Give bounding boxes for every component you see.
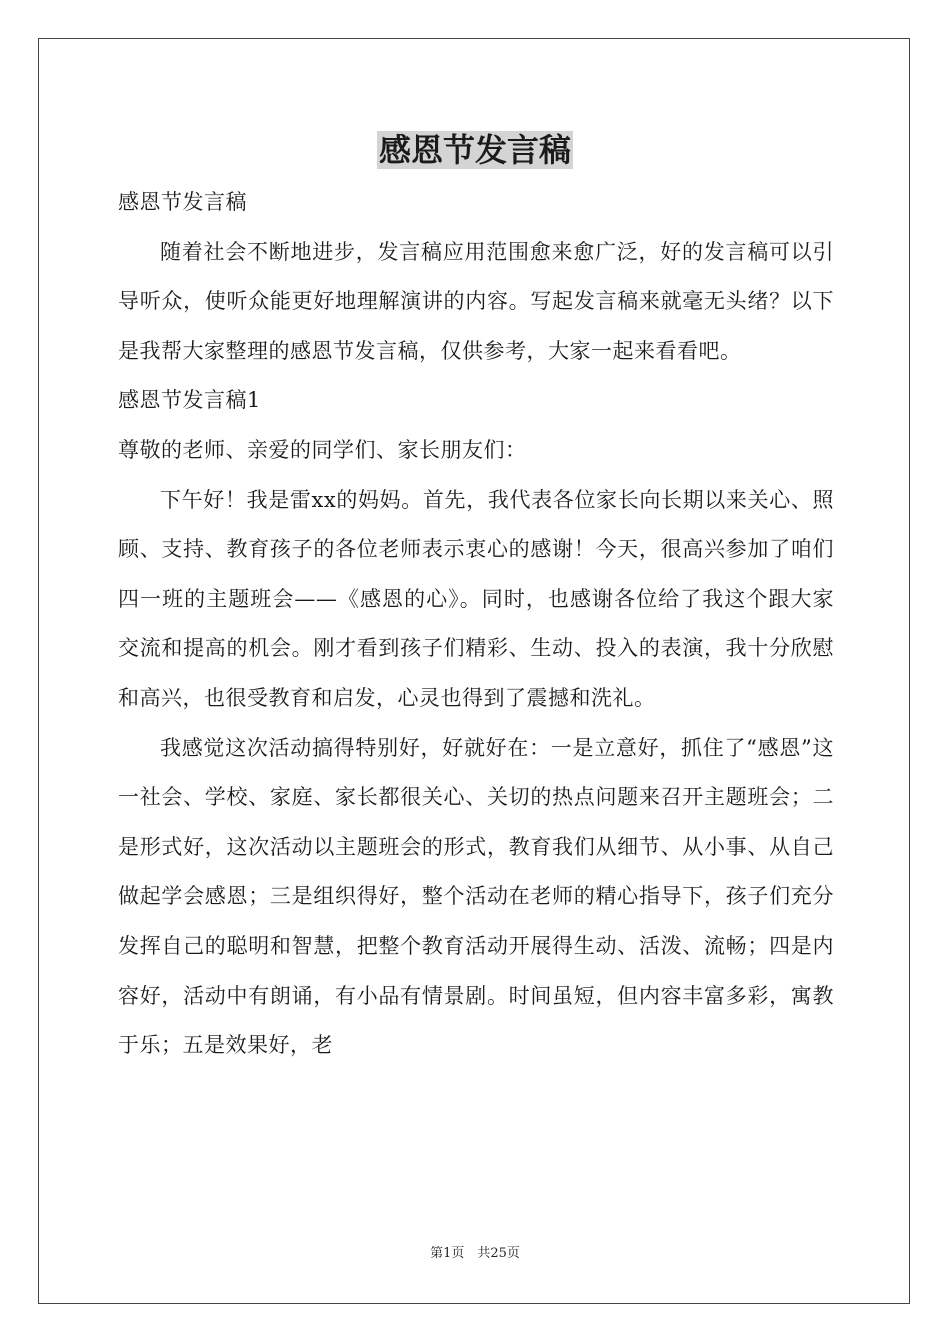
document-title-text: 感恩节发言稿 bbox=[378, 131, 571, 169]
salutation-line: 尊敬的老师、亲爱的同学们、家长朋友们： bbox=[118, 437, 527, 462]
subtitle-line: 感恩节发言稿 bbox=[118, 190, 247, 214]
speech-paragraph: 下午好！我是雷xx的妈妈。首先，我代表各位家长向长期以来关心、照顾、支持、教育孩子的各位老师表示衷心的感谢！今天，很高兴参加了咱们四一班的主题班会——《感恩的心》。同时，也感谢各位给了我这个跟大家交流和提高的机会。刚才看到孩子们精彩、生动、投入的表演，我十分欣慰和高兴，也很受教育和启发，心灵也得到了震撼和洗礼。 bbox=[118, 487, 834, 710]
page-number-footer: 第1页 共25页 bbox=[430, 1246, 520, 1261]
document-body bbox=[118, 178, 834, 1071]
document-title bbox=[0, 124, 950, 176]
intro-paragraph: 随着社会不断地进步，发言稿应用范围愈来愈广泛，好的发言稿可以引导听众，使听众能更好地理解演讲的内容。写起发言稿来就毫无头绪？以下是我帮大家整理的感恩节发言稿，仅供参考，大家一起来看看吧。 bbox=[118, 239, 834, 363]
section-heading: 感恩节发言稿1 bbox=[118, 388, 261, 413]
speech-paragraph: 我感觉这次活动搞得特别好，好就好在：一是立意好，抓住了“感恩”这一社会、学校、家庭、家长都很关心、关切的热点问题来召开主题班会；二是形式好，这次活动以主题班会的形式，教育我们从细节、从小事、从自己做起学会感恩；三是组织得好，整个活动在老师的精心指导下，孩子们充分发挥自己的聪明和智慧，把整个教育活动开展得生动、活泼、流畅；四是内容好，活动中有朗诵，有小品有情景剧。时间虽短，但内容丰富多彩，寓教于乐；五是效果好，老 bbox=[118, 735, 834, 1058]
